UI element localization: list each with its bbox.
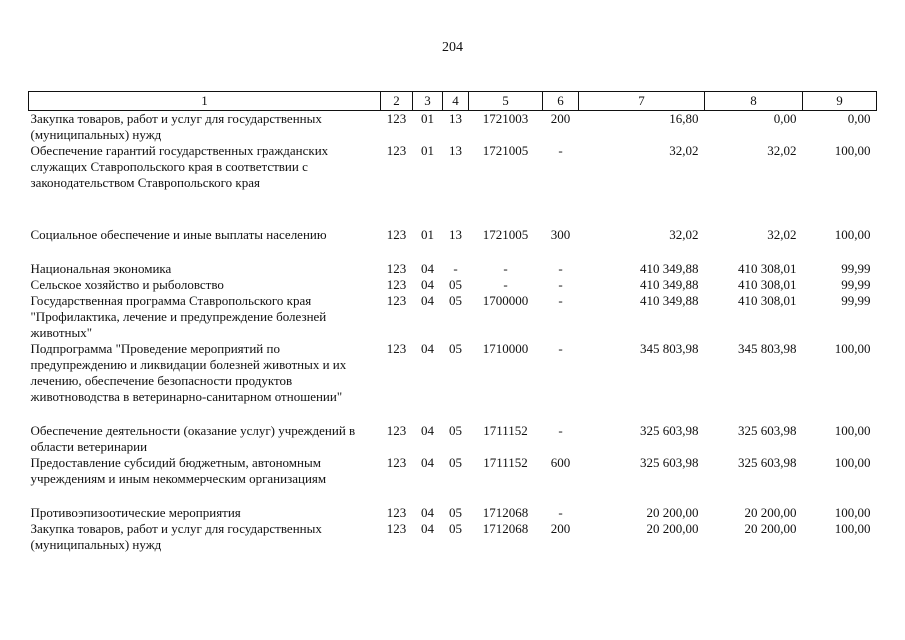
row-spacer (29, 191, 877, 227)
row-value-percent: 100,00 (834, 143, 871, 158)
col-header-5: 5 (469, 92, 543, 111)
row-code-3: 04 (421, 455, 434, 470)
row-value-percent: 100,00 (834, 227, 871, 242)
row-value-plan: 32,02 (669, 143, 699, 158)
row-code-6: - (558, 261, 563, 276)
row-code-6: 200 (550, 111, 571, 126)
row-code-3: 04 (421, 277, 434, 292)
row-code-4: 13 (449, 143, 462, 158)
page-number: 204 (442, 40, 463, 55)
row-code-6: 200 (550, 521, 571, 536)
row-value-plan: 20 200,00 (646, 505, 699, 520)
row-value-fact: 410 308,01 (738, 261, 797, 276)
row-value-plan: 345 803,98 (640, 341, 699, 356)
row-code-6: - (558, 341, 563, 356)
row-code-5: 1721005 (482, 143, 529, 158)
row-name: Обеспечение деятельности (оказание услуг) учреждений в области ветеринарии (30, 423, 356, 454)
row-code-3: 01 (421, 227, 434, 242)
row-code-3: 04 (421, 505, 434, 520)
row-value-plan: 325 603,98 (640, 423, 699, 438)
row-value-fact: 325 603,98 (738, 455, 797, 470)
row-code-4: 13 (449, 227, 462, 242)
row-spacer-cell (29, 405, 877, 423)
row-code-6: - (558, 293, 563, 308)
table-row (29, 521, 877, 553)
row-code-5: 1712068 (482, 521, 529, 536)
table-row (29, 505, 877, 521)
row-code-6: - (558, 423, 563, 438)
table-row (29, 455, 877, 487)
row-value-plan: 410 349,88 (640, 293, 699, 308)
row-code-4: 05 (449, 505, 462, 520)
row-name: Закупка товаров, работ и услуг для государственных (муниципальных) нужд (30, 111, 322, 142)
table-row (29, 143, 877, 191)
row-value-percent: 99,99 (841, 293, 871, 308)
row-code-5: - (503, 277, 508, 292)
col-header-3: 3 (413, 92, 443, 111)
row-value-plan: 32,02 (669, 227, 699, 242)
col-header-2: 2 (381, 92, 413, 111)
row-code-3: 04 (421, 261, 434, 276)
row-name: Социальное обеспечение и иные выплаты населению (30, 227, 327, 242)
row-code-3: 04 (421, 423, 434, 438)
table-row (29, 293, 877, 341)
row-name: Национальная экономика (30, 261, 172, 276)
row-code-2: 123 (386, 505, 407, 520)
table-body (29, 111, 877, 554)
table-row (29, 227, 877, 243)
row-value-fact: 410 308,01 (738, 293, 797, 308)
row-code-3: 04 (421, 293, 434, 308)
row-value-plan: 410 349,88 (640, 277, 699, 292)
row-code-4: 05 (449, 341, 462, 356)
row-value-fact: 325 603,98 (738, 423, 797, 438)
row-spacer (29, 487, 877, 505)
row-code-5: 1711152 (483, 423, 528, 438)
row-value-percent: 100,00 (834, 423, 871, 438)
row-name: Закупка товаров, работ и услуг для государственных (муниципальных) нужд (30, 521, 322, 552)
table-row (29, 341, 877, 405)
table-row (29, 423, 877, 455)
row-code-6: 600 (550, 455, 571, 470)
header-row (29, 92, 877, 111)
row-code-5: 1721005 (482, 227, 529, 242)
row-code-5: - (503, 261, 508, 276)
table-row (29, 277, 877, 293)
row-value-percent: 100,00 (834, 455, 871, 470)
col-header-7: 7 (579, 92, 705, 111)
row-spacer-cell (29, 487, 877, 505)
row-value-percent: 100,00 (834, 505, 871, 520)
row-code-2: 123 (386, 261, 407, 276)
row-code-2: 123 (386, 227, 407, 242)
row-code-5: 1700000 (482, 293, 529, 308)
row-value-fact: 345 803,98 (738, 341, 797, 356)
col-header-4: 4 (443, 92, 469, 111)
row-spacer (29, 243, 877, 261)
col-header-9: 9 (803, 92, 877, 111)
row-code-5: 1721003 (482, 111, 529, 126)
row-name: Сельское хозяйство и рыболовство (30, 277, 224, 292)
row-name: Государственная программа Ставропольского края "Профилактика, лечение и предупреждение болезней животных" (30, 293, 327, 340)
table-row (29, 261, 877, 277)
row-name: Обеспечение гарантий государственных гражданских служащих Ставропольского края в соответствии с законодательством Ставропольского края (30, 143, 329, 190)
budget-table (28, 91, 877, 553)
row-code-4: 05 (449, 277, 462, 292)
row-code-6: - (558, 277, 563, 292)
row-code-2: 123 (386, 293, 407, 308)
row-value-percent: 99,99 (841, 277, 871, 292)
row-value-percent: 100,00 (834, 521, 871, 536)
row-value-plan: 16,80 (669, 111, 699, 126)
row-code-4: 13 (449, 111, 462, 126)
row-value-percent: 0,00 (847, 111, 871, 126)
row-code-6: 300 (550, 227, 571, 242)
row-code-2: 123 (386, 111, 407, 126)
row-code-5: 1710000 (482, 341, 529, 356)
row-code-4: 05 (449, 521, 462, 536)
row-value-fact: 20 200,00 (744, 505, 797, 520)
row-value-fact: 32,02 (767, 227, 797, 242)
row-code-4: 05 (449, 455, 462, 470)
col-header-6: 6 (543, 92, 579, 111)
row-value-plan: 410 349,88 (640, 261, 699, 276)
row-spacer (29, 405, 877, 423)
row-spacer-cell (29, 243, 877, 261)
row-code-4: 05 (449, 293, 462, 308)
row-code-5: 1712068 (482, 505, 529, 520)
row-value-fact: 0,00 (773, 111, 797, 126)
row-code-4: - (453, 261, 458, 276)
row-value-plan: 325 603,98 (640, 455, 699, 470)
row-code-6: - (558, 505, 563, 520)
row-name: Предоставление субсидий бюджетным, автономным учреждениям и иным некоммерческим организациям (30, 455, 327, 486)
row-value-fact: 32,02 (767, 143, 797, 158)
row-code-6: - (558, 143, 563, 158)
row-code-5: 1711152 (483, 455, 528, 470)
col-header-1: 1 (29, 92, 381, 111)
row-code-3: 04 (421, 341, 434, 356)
row-code-2: 123 (386, 521, 407, 536)
row-code-2: 123 (386, 341, 407, 356)
row-code-3: 04 (421, 521, 434, 536)
row-name: Подпрограмма "Проведение мероприятий по предупреждению и ликвидации болезней животных и их лечению, обеспечение безопасности продуктов животноводства в ветеринарно-санитарном отношении" (30, 341, 347, 404)
col-header-8: 8 (705, 92, 803, 111)
row-code-4: 05 (449, 423, 462, 438)
table-row (29, 111, 877, 144)
row-spacer-cell (29, 191, 877, 227)
row-code-2: 123 (386, 423, 407, 438)
row-value-fact: 20 200,00 (744, 521, 797, 536)
row-value-percent: 99,99 (841, 261, 871, 276)
row-value-fact: 410 308,01 (738, 277, 797, 292)
row-code-2: 123 (386, 277, 407, 292)
row-code-3: 01 (421, 111, 434, 126)
row-value-percent: 100,00 (834, 341, 871, 356)
row-code-2: 123 (386, 455, 407, 470)
row-value-plan: 20 200,00 (646, 521, 699, 536)
row-code-2: 123 (386, 143, 407, 158)
row-name: Противоэпизоотические мероприятия (30, 505, 241, 520)
row-code-3: 01 (421, 143, 434, 158)
